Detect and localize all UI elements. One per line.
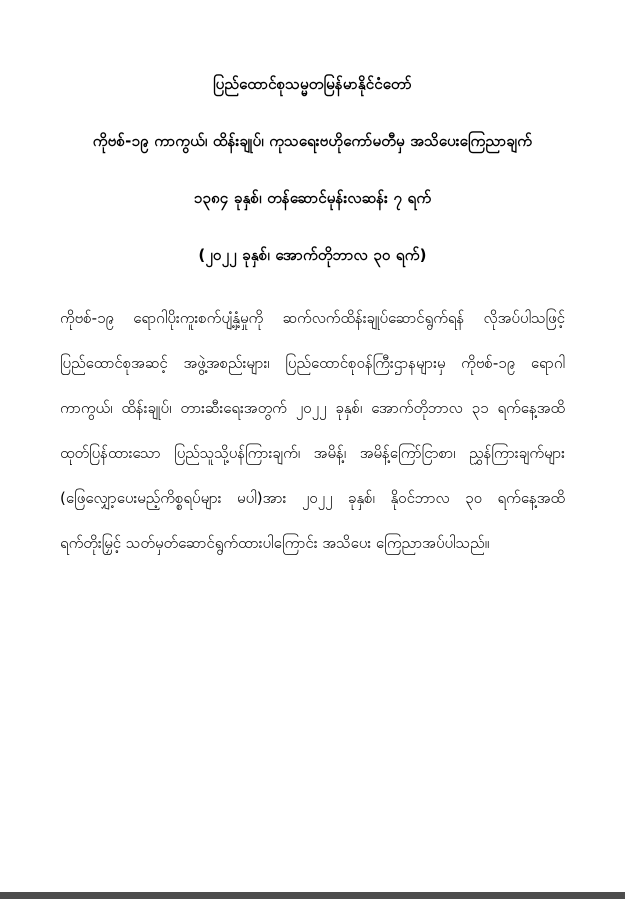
title-committee-announcement: ကိုဗစ်-၁၉ ကာကွယ်၊ ထိန်းချုပ်၊ ကုသရေးဗဟိုကော်မတီမှ အသိပေးကြေညာချက် (92, 131, 533, 150)
title-country-name: ပြည်ထောင်စုသမ္မတမြန်မာနိုင်ငံတော် (213, 74, 412, 93)
paragraph-line-4: ထုတ်ပြန်ထားသော ပြည်သူသို့ပန်ကြားချက်၊ အမိန့်၊ အမိန့်ကြော်ငြာစာ၊ ညွှန်ကြားချက်များ (60, 444, 565, 462)
paragraph-line-3: ကာကွယ်၊ ထိန်းချုပ်၊ တားဆီးရေးအတွက် ၂၀၂၂ ခုနှစ်၊ အောက်တိုဘာလ ၃၁ ရက်နေ့အထိ (60, 399, 565, 417)
title-myanmar-calendar-date: ၁၃၈၄ ခုနှစ်၊ တန်ဆောင်မုန်းလဆန်း ၇ ရက် (193, 188, 432, 207)
title-gregorian-date: (၂၀၂၂ ခုနှစ်၊ အောက်တိုဘာလ ၃၀ ရက်) (198, 245, 427, 264)
footer-bar (0, 892, 625, 899)
paragraph-line-2: ပြည်ထောင်စုအဆင့် အဖွဲ့အစည်းများ၊ ပြည်ထောင်စုဝန်ကြီးဌာနများမှ ကိုဗစ်-၁၉ ရောဂါ (60, 354, 565, 372)
announcement-paragraph (60, 296, 565, 566)
paragraph-line-1: ကိုဗစ်-၁၉ ရောဂါပိုးကူးစက်ပျံ့နှံ့မှုကို ဆက်လက်ထိန်းချုပ်ဆောင်ရွက်ရန် လိုအပ်ပါသဖြင့် (60, 309, 565, 327)
paragraph-line-5: (ဖြေလျှော့ပေးမည့်ကိစ္စရပ်များ မပါ)အား ၂၀၂၂ ခုနှစ်၊ နိုဝင်ဘာလ ၃၀ ရက်နေ့အထိ (60, 489, 565, 507)
document-header (0, 0, 625, 285)
paragraph-line-6: ရက်တိုးမြှင့် သတ်မှတ်ဆောင်ရွက်ထားပါကြောင်း အသိပေး ကြေညာအပ်ပါသည်။ (60, 534, 490, 552)
